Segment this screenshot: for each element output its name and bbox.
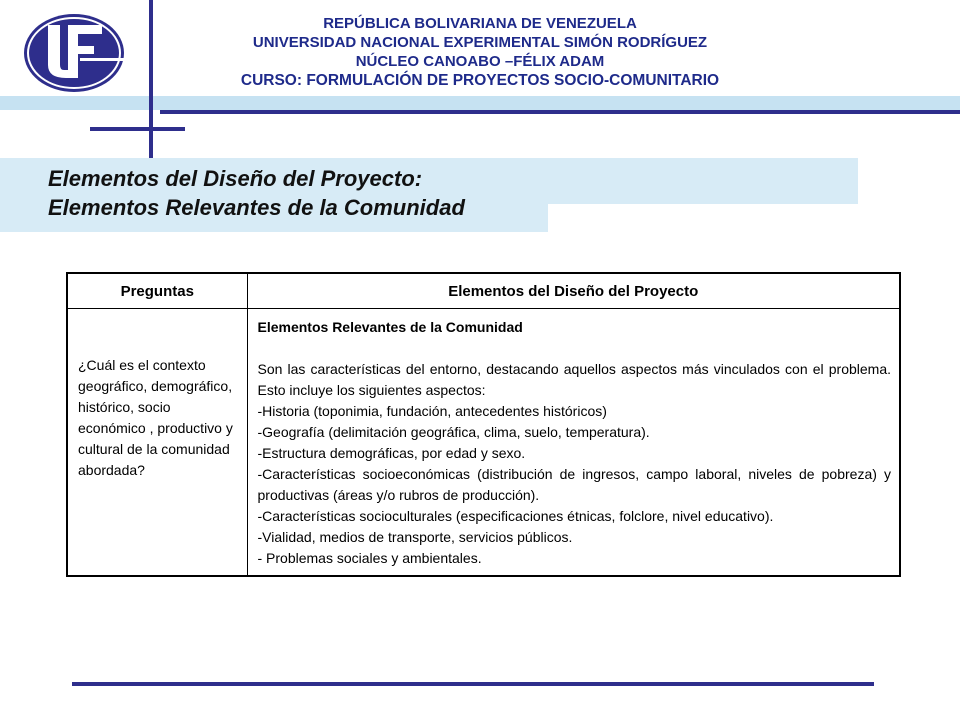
design-cell [247, 309, 900, 577]
header-course: CURSO: FORMULACIÓN DE PROYECTOS SOCIO-COMUNITARIO [240, 72, 720, 89]
list-item: -Historia (toponimia, fundación, antecedentes históricos) [257, 403, 607, 419]
institution-header [190, 14, 770, 90]
title-line-1: Elementos del Diseño del Proyecto: [48, 166, 423, 191]
header-line-2: UNIVERSIDAD NACIONAL EXPERIMENTAL SIMÓN RODRÍGUEZ [252, 34, 708, 51]
vertical-rule [149, 0, 153, 160]
list-item: -Características socioculturales (especificaciones étnicas, folclore, nivel educativo). [257, 508, 774, 524]
question-cell: ¿Cuál es el contexto geográfico, demográfico, histórico, socio económico , productivo y cultural de la comunidad abordada? [67, 309, 247, 577]
footer-rule [72, 682, 874, 686]
table-header-row [67, 273, 900, 309]
header-rule [160, 110, 960, 114]
design-cell-title: Elementos Relevantes de la Comunidad [257, 319, 523, 335]
list-item: -Geografía (delimitación geográfica, clima, suelo, temperatura). [257, 424, 650, 440]
header-line-3: NÚCLEO CANOABO –FÉLIX ADAM [355, 53, 605, 70]
list-item: - Problemas sociales y ambientales. [257, 550, 482, 566]
page-title [48, 164, 465, 222]
header-line-1: REPÚBLICA BOLIVARIANA DE VENEZUELA [323, 15, 637, 32]
design-table [66, 272, 901, 577]
header-questions: Preguntas [67, 273, 247, 309]
short-horizontal-rule [90, 127, 185, 131]
university-logo-icon [22, 12, 126, 94]
header-design-elements: Elementos del Diseño del Proyecto [247, 273, 900, 309]
table-row [67, 309, 900, 577]
design-intro: Son las características del entorno, destacando aquellos aspectos más vinculados con el problema. Esto incluye los siguientes aspectos: [257, 361, 891, 398]
header-band [0, 96, 960, 110]
title-line-2: Elementos Relevantes de la Comunidad [48, 195, 465, 220]
list-item: -Estructura demográficas, por edad y sexo. [257, 445, 526, 461]
list-item: -Vialidad, medios de transporte, servicios públicos. [257, 529, 573, 545]
list-item: -Características socioeconómicas (distribución de ingresos, campo laboral, niveles de pobreza) y productivas (áreas y/o rubros de producción). [257, 466, 891, 503]
